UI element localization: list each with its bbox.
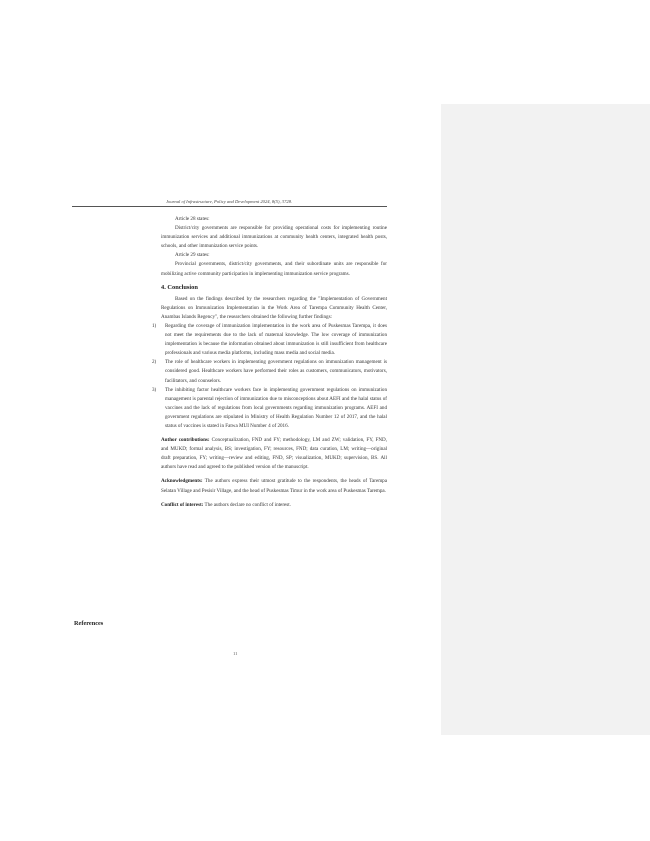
acknowledgments-text: The authors express their utmost gratitude to the respondents, the heads of Tarempa Selatan Village and Pesisir Village, and the head of Puskesmas Timur in the work area of Puskesmas Tarempa.	[161, 478, 387, 494]
list-item-number: 2)	[152, 359, 157, 366]
acknowledgments-label: Acknowledgments:	[161, 478, 203, 485]
article29-label: Article 29 states:	[175, 252, 210, 259]
author-contributions	[161, 436, 387, 472]
list-item-number: 1)	[152, 322, 157, 329]
conflict-text: The authors declare no conflict of interest.	[204, 501, 291, 508]
author-contributions-label: Author contributions:	[161, 437, 210, 444]
list-item	[152, 386, 387, 431]
list-item	[152, 322, 387, 358]
conflict-label: Conflict of interest:	[161, 501, 204, 508]
list-item-text: The inhibiting factor healthcare workers face in implementing government regulations on immunization management is parental rejection of immunization due to misconceptions about AEFI and the halal status of vaccines and the lack of regulations from local governments regarding immunization programs. AEFI and government regulations are stipulated in Ministry of Health Regulation Number 12 of 2017, and the halal status of vaccines is stated in Fatwa MUI Number 4 of 2016.	[165, 386, 387, 429]
running-header: Journal of Infrastructure, Policy and Development 2024, 8(5), 3728.	[166, 199, 293, 204]
comment-pane	[441, 104, 650, 735]
page-number: 11	[233, 651, 238, 656]
acknowledgments	[161, 477, 387, 495]
list-item-number: 3)	[152, 386, 157, 393]
references-heading: References	[74, 620, 104, 627]
list-item-text: Regarding the coverage of immunization implementation in the work area of Puskesmas Tarempa, it does not meet the requirements due to the lack of maternal knowledge. The low coverage of immunization implementation is because the information obtained about immunization is still insufficient from healthcare professionals and various media platforms, including mass media and social media.	[165, 322, 387, 357]
author-contributions-text: Conceptualization, FND and FY; methodology, LM and ZW; validation, FY, FND, and MUKD; formal analysis, BS; investigation, FY; resources, FND; data curation, LM; writing—original draft preparation, FY; writing—review and editing, FND, SP; visualization, MUKD; supervision, BS. All authors have read and agreed to the published version of the manuscript.	[161, 437, 387, 471]
article28-label: Article 28 states:	[175, 216, 210, 222]
findings-list	[152, 322, 387, 431]
header-rule	[72, 206, 387, 207]
article28-text: District/city governments are responsible for providing operational costs for implementing routine immunization services and additional immunizations at community health centers, integrated health posts, schools, and other immunization service points.	[161, 225, 387, 250]
article29-text: Provincial governments, district/city governments, and their subordinate units are responsible for mobilizing active community participation in implementing immunization service programs.	[161, 261, 387, 277]
body-column	[152, 215, 387, 510]
conclusion-intro: Based on the findings described by the researchers regarding the "Implementation of Government Regulations on Immunization Implementation in the Work Area of Tarempa Community Health Center, Anambas Islands Regency", the researchers obtained the following further findings:	[161, 295, 387, 320]
conclusion-heading: 4. Conclusion	[161, 283, 198, 291]
conflict-of-interest	[161, 501, 387, 510]
list-item-text: The role of healthcare workers in implementing government regulations on immunization management is considered good. Healthcare workers have performed their roles as customers, communicators, motivators, facilitators, and counselors.	[165, 359, 387, 384]
list-item	[152, 358, 387, 385]
